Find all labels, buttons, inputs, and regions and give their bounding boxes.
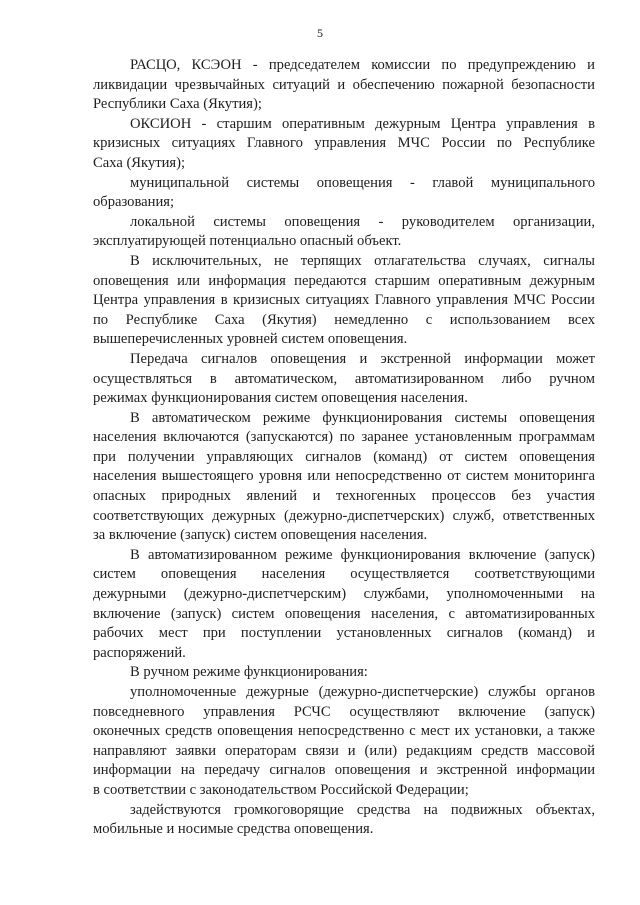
text-line: Республики Саха (Якутия); (93, 96, 262, 113)
text-line: по Республике Саха (Якутия) немедленно с использованием всех (93, 311, 595, 328)
text-line: повседневного управления РСЧС осуществляют включение (запуск) (93, 703, 595, 720)
text-line: рабочих мест при поступлении установленных сигналов (команд) и (93, 625, 595, 642)
text-line: при получении управляющих сигналов (команд) от систем оповещения (93, 448, 595, 465)
text-line: В автоматическом режиме функционирования системы оповещения (130, 409, 595, 426)
text-line: оконечных средств оповещения непосредственно с мест их установки, а также (93, 723, 595, 740)
text-line: муниципальной системы оповещения - главой муниципального (130, 174, 595, 191)
text-line: ликвидации чрезвычайных ситуаций и обеспечению пожарной безопасности (93, 76, 595, 93)
text-line: эксплуатирующей потенциально опасный объект. (93, 233, 402, 250)
document-body (93, 56, 595, 840)
text-line: систем оповещения населения осуществляется соответствующими (93, 566, 595, 583)
page-number: 5 (317, 26, 323, 40)
text-line: дежурными (дежурно-диспетчерским) службами, уполномоченными на (93, 586, 595, 603)
text-line: задействуются громкоговорящие средства на подвижных объектах, (130, 801, 595, 818)
text-line: оповещения или информация передаются старшим оперативным дежурным (93, 272, 595, 289)
text-line: режимах функционирования систем оповещения населения. (93, 390, 468, 407)
text-line: населения вышестоящего уровня или непосредственно от систем мониторинга (93, 468, 595, 485)
text-line: В автоматизированном режиме функционирования включение (запуск) (130, 546, 595, 563)
text-line: населения включаются (запускаются) по заранее установленным программам (93, 429, 595, 446)
text-line: мобильные и носимые средства оповещения. (93, 821, 374, 838)
text-line: осуществляться в автоматическом, автоматизированном либо ручном (93, 370, 595, 387)
text-line: опасных природных явлений и техногенных процессов без участия (93, 488, 595, 505)
text-line: Передача сигналов оповещения и экстренной информации может (130, 350, 595, 367)
text-line: образования; (93, 194, 175, 211)
text-line: направляют заявки операторам связи и (или) редакциям средств массовой (93, 742, 595, 759)
text-line: ОКСИОН - старшим оперативным дежурным Центра управления в (130, 115, 595, 132)
text-line: локальной системы оповещения - руководителем организации, (130, 213, 595, 230)
text-line: Саха (Якутия); (93, 154, 186, 171)
text-line: РАСЦО, КСЭОН - председателем комиссии по предупреждению и (130, 57, 595, 73)
text-line: в соответствии с законодательством Российской Федерации; (93, 781, 469, 798)
text-line: включение (запуск) систем оповещения населения, с автоматизированных (93, 605, 595, 622)
text-line: распоряжений. (93, 644, 186, 661)
text-line: Центра управления в кризисных ситуациях Главного управления МЧС России (93, 292, 595, 309)
text-line: кризисных ситуациях Главного управления МЧС России по Республике (93, 135, 595, 152)
text-line: уполномоченные дежурные (дежурно-диспетчерские) службы органов (130, 684, 595, 700)
text-line: соответствующих дежурных (дежурно-диспетчерских) служб, ответственных (93, 507, 595, 524)
text-line: В ручном режиме функционирования: (130, 664, 368, 681)
text-line: информации на передачу сигналов оповещения и экстренной информации (93, 762, 595, 779)
text-line: В исключительных, не терпящих отлагательства случаях, сигналы (130, 252, 595, 269)
text-line: вышеперечисленных уровней систем оповещения. (93, 331, 408, 348)
text-line: за включение (запуск) систем оповещения населения. (93, 527, 428, 544)
